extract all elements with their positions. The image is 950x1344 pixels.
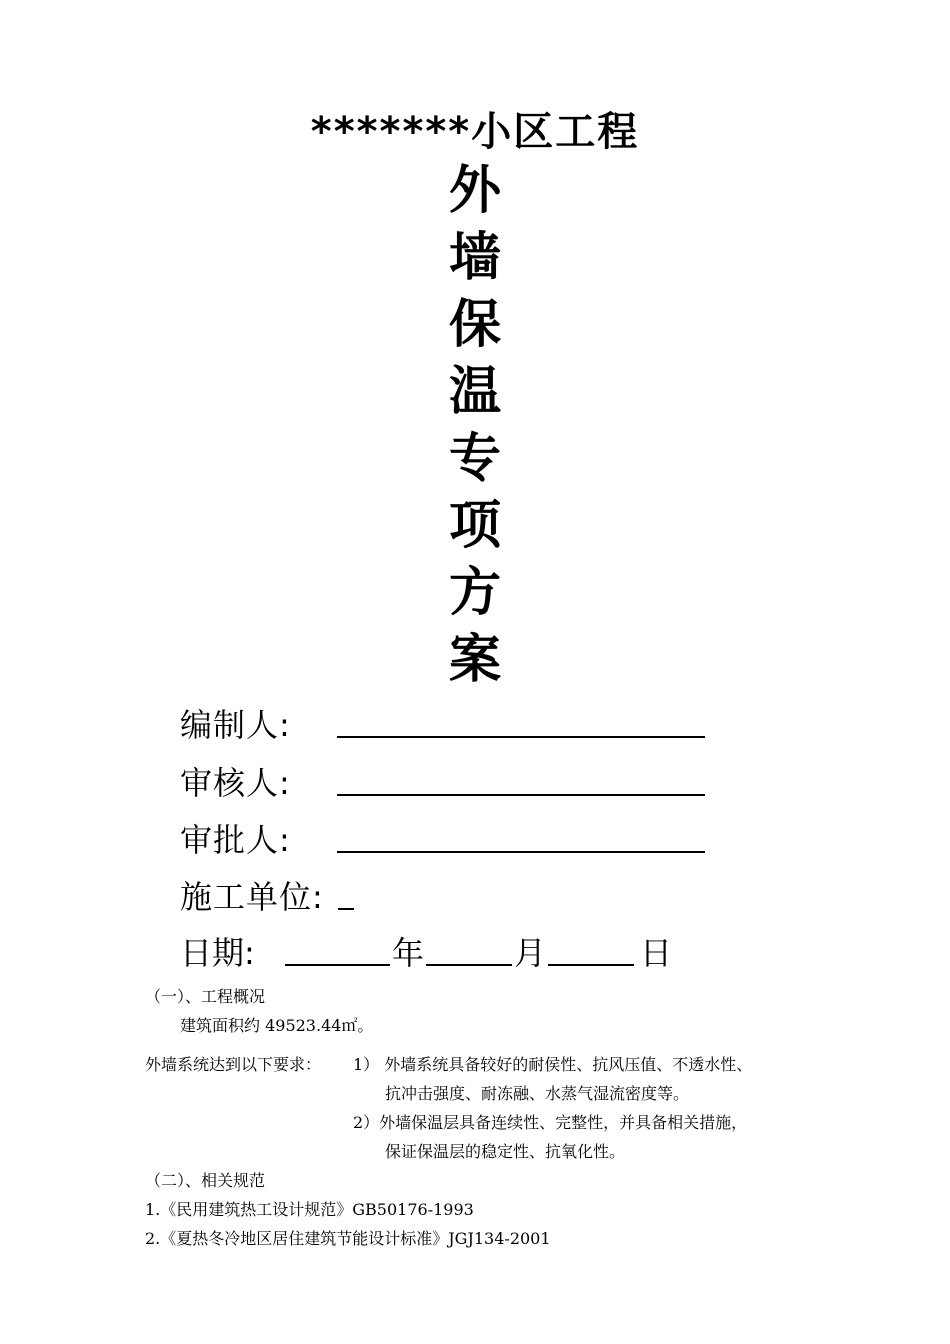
section-heading: （二）、相关规范 <box>145 1171 266 1190</box>
day-line[interactable] <box>548 964 634 966</box>
unit-row <box>180 872 380 920</box>
year-line[interactable] <box>285 964 390 966</box>
day-label: 日 <box>640 934 673 972</box>
requirement-1-line-1: 1） 外墙系统具备较好的耐侯性、抗风压值、不透水性、 <box>353 1055 753 1074</box>
compiler-row <box>180 700 720 748</box>
month-line[interactable] <box>426 964 512 966</box>
title-char: 案 <box>448 630 501 690</box>
requirements-intro: 外墙系统达到以下要求： <box>145 1055 322 1074</box>
date-label: 日期: <box>180 934 255 972</box>
title-char: 项 <box>448 496 501 556</box>
title-char: 专 <box>448 429 501 489</box>
requirement-1-line-2: 抗冲击强度、耐冻融、水蒸气湿流密度等。 <box>385 1084 690 1103</box>
document-title <box>425 158 525 694</box>
year-label: 年 <box>392 934 425 972</box>
compiler-signature-line[interactable] <box>337 736 705 738</box>
month-label: 月 <box>514 934 547 972</box>
unit-signature-line[interactable] <box>338 908 354 910</box>
requirement-2-line-2: 保证保温层的稳定性、抗氧化性。 <box>385 1142 626 1161</box>
reviewer-label: 审核人: <box>180 764 291 802</box>
unit-label: 施工单位: <box>180 878 324 916</box>
title-char: 墙 <box>448 228 501 288</box>
reviewer-signature-line[interactable] <box>337 794 705 796</box>
title-char: 方 <box>448 563 501 623</box>
title-char: 保 <box>448 295 501 355</box>
date-row <box>180 928 700 976</box>
section-heading: （一）、工程概况 <box>145 987 266 1006</box>
approver-signature-line[interactable] <box>337 851 705 853</box>
title-char: 外 <box>448 161 501 221</box>
reviewer-row <box>180 758 720 806</box>
building-area: 建筑面积约 49523.44㎡。 <box>180 1016 374 1035</box>
requirement-2-line-1: 2）外墙保温层具备连续性、完整性，并具备相关措施， <box>353 1113 748 1132</box>
standard-item: 2.《夏热冬冷地区居住建筑节能设计标准》JGJ134-2001 <box>145 1229 551 1248</box>
title-char: 温 <box>448 362 501 422</box>
approver-label: 审批人: <box>180 821 291 859</box>
project-title: *******小区工程 <box>310 109 640 155</box>
standard-item: 1.《民用建筑热工设计规范》GB50176-1993 <box>145 1200 474 1219</box>
compiler-label: 编制人: <box>180 706 291 744</box>
approver-row <box>180 815 720 863</box>
